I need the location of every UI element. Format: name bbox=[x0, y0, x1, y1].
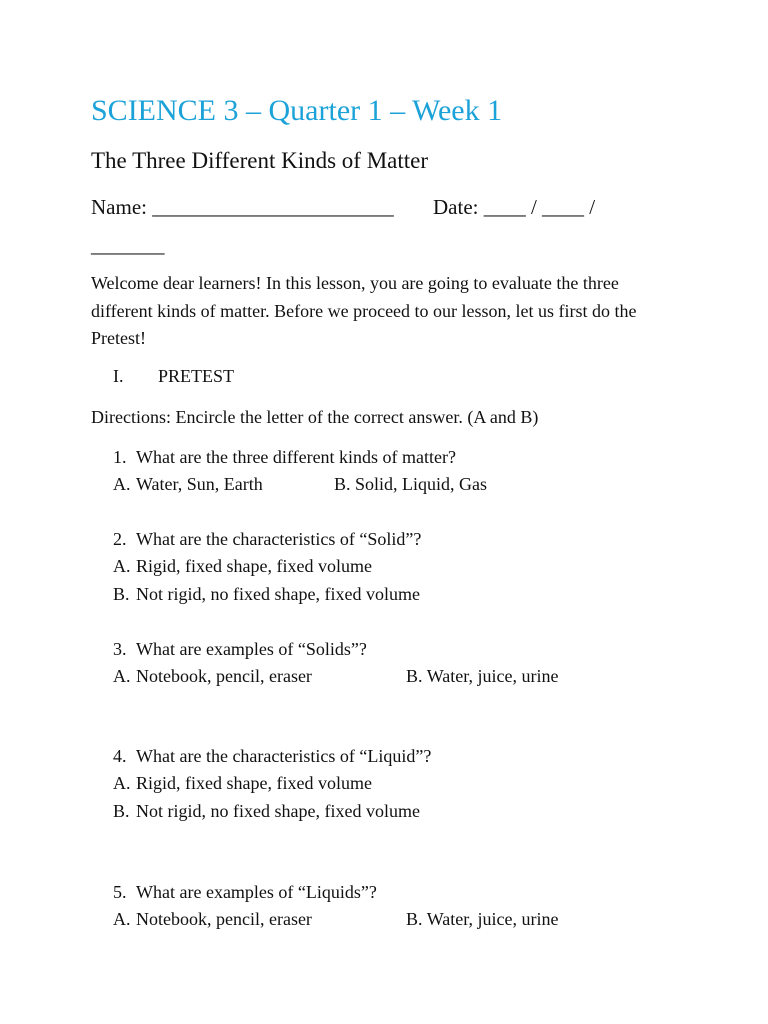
option-letter: A. bbox=[113, 556, 131, 576]
option-letter: B. bbox=[406, 909, 423, 929]
option-text bbox=[406, 910, 558, 928]
option-text: Water, juice, urine bbox=[426, 666, 559, 686]
option-text: Notebook, pencil, eraser bbox=[136, 666, 312, 686]
section-title: PRETEST bbox=[158, 366, 235, 386]
question-text: What are examples of “Liquids”? bbox=[136, 882, 377, 902]
option-text: Water, Sun, Earth bbox=[136, 474, 263, 494]
option-letter: B. bbox=[113, 584, 130, 604]
option-letter: B. bbox=[406, 666, 423, 686]
date-field-line-continued: _______ bbox=[91, 233, 165, 257]
option-letter: A. bbox=[113, 909, 131, 929]
page-title: SCIENCE 3 – Quarter 1 – Week 1 bbox=[91, 94, 503, 127]
date-field-line: Date: ____ / ____ / bbox=[433, 195, 596, 219]
option-text: Not rigid, no fixed shape, fixed volume bbox=[136, 801, 420, 821]
option-text: Solid, Liquid, Gas bbox=[355, 474, 488, 494]
option-text: Rigid, fixed shape, fixed volume bbox=[136, 556, 372, 576]
option-text: Rigid, fixed shape, fixed volume bbox=[136, 773, 372, 793]
question-number: 2. bbox=[113, 529, 127, 549]
option-text bbox=[334, 475, 487, 493]
lesson-subtitle: The Three Different Kinds of Matter bbox=[91, 148, 429, 173]
intro-paragraph: Welcome dear learners! In this lesson, you are going to evaluate the three different kinds of matter. Before we proceed to our lesson, let us first do the Pretest! bbox=[91, 273, 637, 348]
question-number: 5. bbox=[113, 882, 127, 902]
directions-text: Directions: Encircle the letter of the correct answer. (A and B) bbox=[91, 407, 539, 427]
question-text: What are examples of “Solids”? bbox=[136, 639, 367, 659]
section-number: I. bbox=[113, 366, 124, 386]
option-text bbox=[406, 667, 558, 685]
question-number: 3. bbox=[113, 639, 127, 659]
question-text: What are the characteristics of “Liquid”? bbox=[136, 746, 432, 766]
option-text: Water, juice, urine bbox=[426, 909, 559, 929]
option-letter: B. bbox=[113, 801, 130, 821]
option-letter: B. bbox=[334, 474, 351, 494]
question-number: 1. bbox=[113, 447, 127, 467]
option-letter: A. bbox=[113, 474, 131, 494]
question-text: What are the three different kinds of matter? bbox=[136, 447, 457, 467]
option-letter: A. bbox=[113, 773, 131, 793]
name-field-line: Name: _______________________ bbox=[91, 195, 394, 219]
option-text: Not rigid, no fixed shape, fixed volume bbox=[136, 584, 420, 604]
question-number: 4. bbox=[113, 746, 127, 766]
question-text: What are the characteristics of “Solid”? bbox=[136, 529, 422, 549]
option-text: Notebook, pencil, eraser bbox=[136, 909, 312, 929]
option-letter: A. bbox=[113, 666, 131, 686]
